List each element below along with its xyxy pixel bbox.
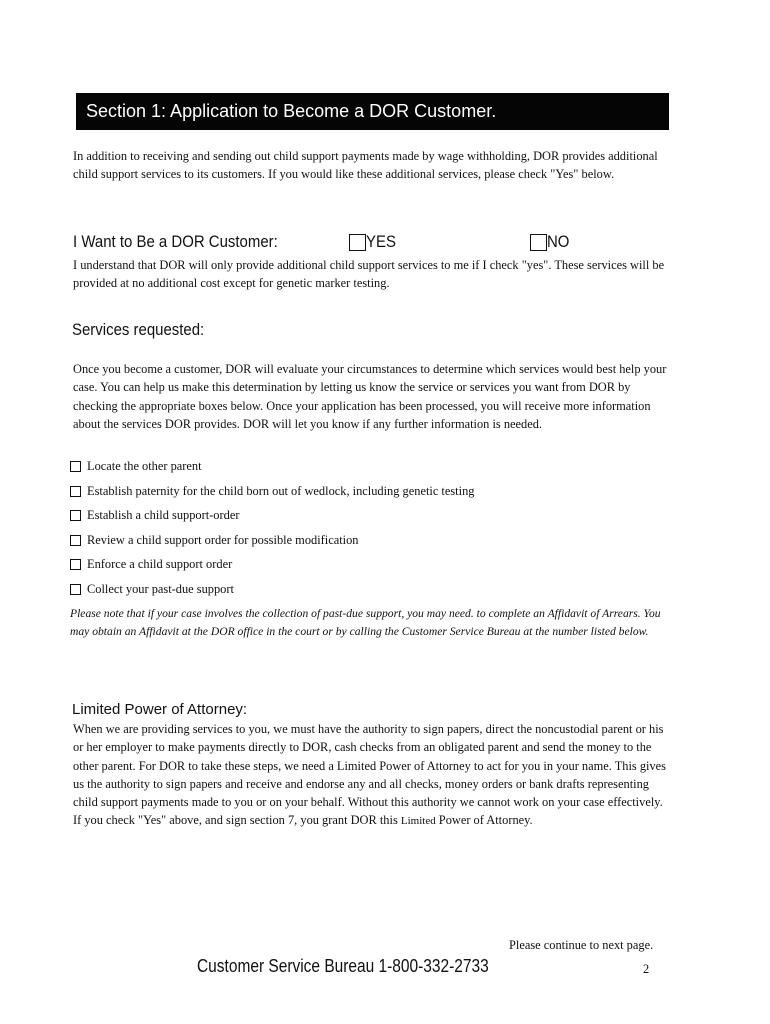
attorney-text-end: Power of Attorney. [435, 813, 533, 828]
service-checkbox[interactable] [70, 510, 81, 521]
customer-question-label: I Want to Be a DOR Customer: [73, 232, 278, 251]
service-checkbox[interactable] [70, 559, 81, 570]
service-label: Collect your past-due support [87, 581, 234, 596]
attorney-heading: Limited Power of Attorney: [72, 701, 248, 718]
section-title-banner [76, 93, 669, 130]
no-label: NO [547, 232, 570, 251]
services-heading: Services requested: [72, 320, 205, 339]
attorney-text-small: Limited [400, 815, 436, 828]
no-option[interactable] [530, 232, 573, 252]
yes-checkbox[interactable] [349, 234, 366, 251]
yes-label: YES [366, 232, 396, 251]
section-title: Section 1: Application to Become a DOR Customer. [86, 101, 497, 121]
attorney-text: When we are providing services to you, we must have the authority to sign papers, direct the noncustodial parent or his or her employer to make payments directly to DOR, cash checks from an obligated parent and send the money to the other parent. For DOR to take these steps, we need a Limited Power of Attorney to act for you in your name. This gives us the authority to sign papers and receive and endorse any and all checks, money orders or bank drafts representing child support payments made to you or on your behalf. Without this authority we cannot work on your case effectively. If you check "Yes" above, and sign section 7, you grant DOR this [73, 722, 667, 828]
service-option-review-order[interactable] [70, 532, 359, 548]
yes-option[interactable] [349, 232, 400, 252]
service-label: Establish a child support-order [87, 507, 240, 522]
intro-paragraph: In addition to receiving and sending out child support payments made by wage withholding, DOR provides additional child support services to its customers. If you would like these additional services, please check "Yes" below. [73, 149, 658, 182]
understand-paragraph: I understand that DOR will only provide additional child support services to me if I check "yes". These services will be provided at no additional cost except for genetic marker testing. [73, 258, 665, 291]
attorney-paragraph [73, 720, 673, 831]
service-checkbox[interactable] [70, 486, 81, 497]
customer-service-phone: Customer Service Bureau 1-800-332-2733 [197, 956, 489, 976]
service-option-establish-order[interactable] [70, 507, 239, 523]
service-checkbox[interactable] [70, 535, 81, 546]
service-checkbox[interactable] [70, 461, 81, 472]
services-description: Once you become a customer, DOR will evaluate your circumstances to determine which services would best help your case. You can help us make this determination by letting us know the service or services you want from DOR by checking the appropriate boxes below. Once your application has been processed, you will receive more information about the services DOR provides. DOR will let you know if any further information is needed. [73, 362, 667, 431]
service-option-collect-support[interactable] [70, 581, 234, 597]
service-option-locate[interactable] [70, 458, 202, 474]
affidavit-note: Please note that if your case involves the collection of past-due support, you may need. to complete an Affidavit of Arrears. You may obtain an Affidavit at the DOR office in the court or by calling the Customer Service Bureau at the number listed below. [70, 607, 661, 639]
service-option-paternity[interactable] [70, 483, 474, 499]
service-label: Enforce a child support order [87, 556, 233, 571]
continue-note: Please continue to next page. [509, 938, 654, 952]
service-label: Locate the other parent [87, 458, 202, 473]
service-label: Review a child support order for possible modification [87, 532, 359, 547]
service-checkbox[interactable] [70, 584, 81, 595]
service-option-enforce-order[interactable] [70, 556, 232, 572]
page-number: 2 [643, 962, 650, 976]
service-label: Establish paternity for the child born out of wedlock, including genetic testing [87, 483, 475, 498]
no-checkbox[interactable] [530, 234, 547, 251]
